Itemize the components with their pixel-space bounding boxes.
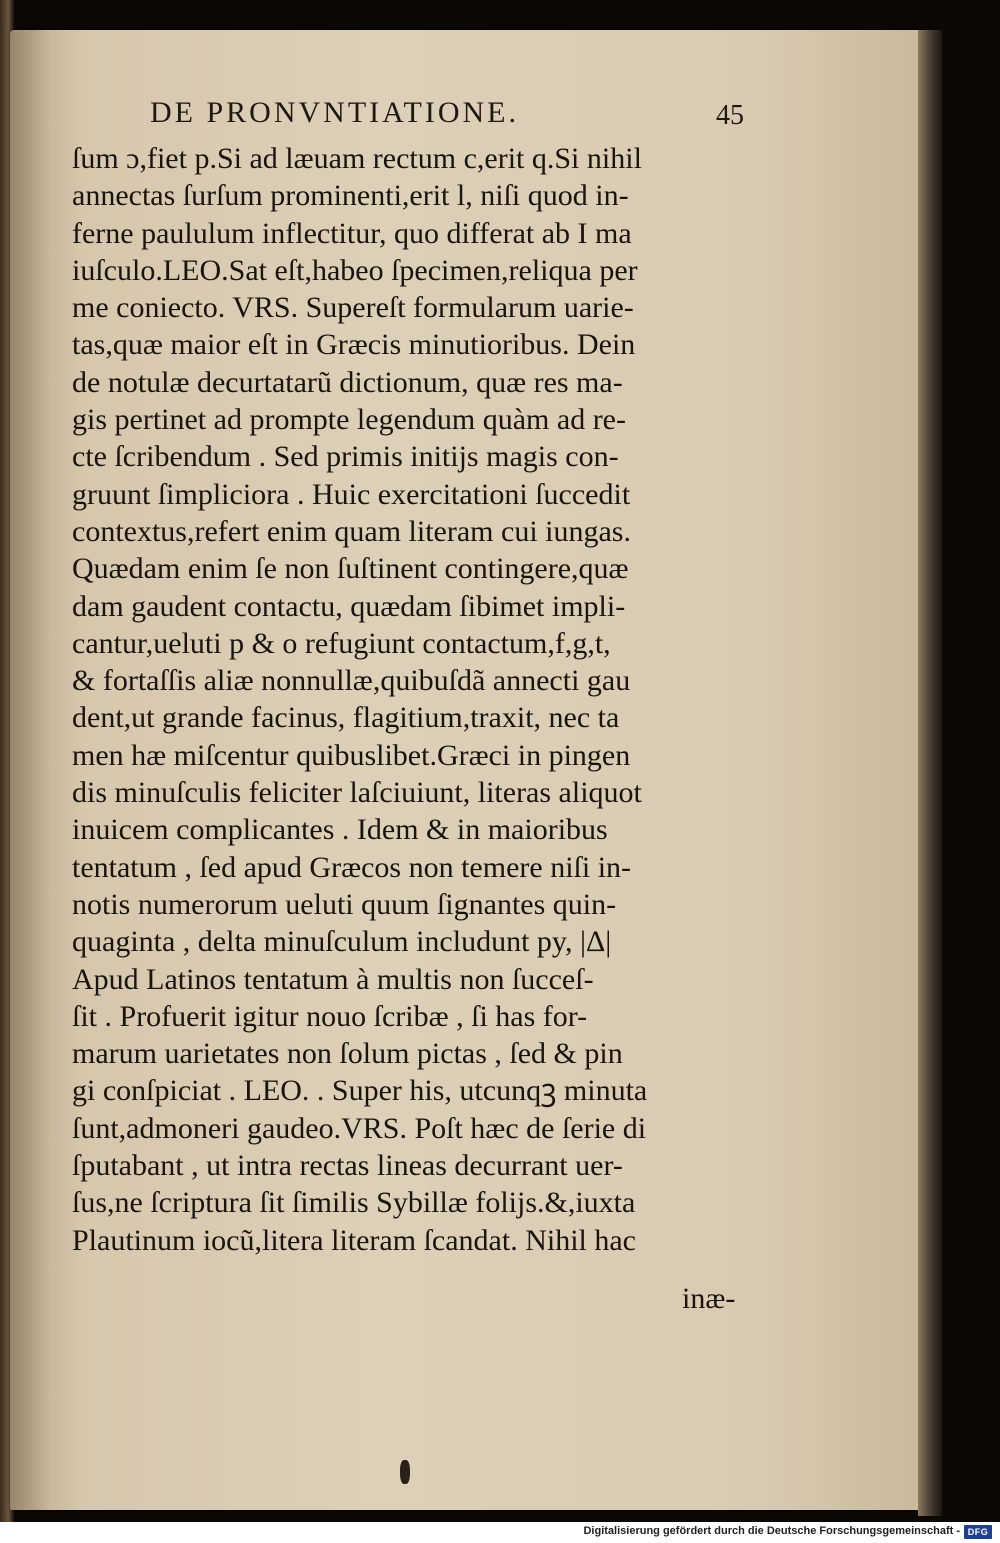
text-line: quaginta , delta minuſculum includunt py, |Δ| — [72, 925, 612, 959]
page-right-edge — [918, 30, 942, 1516]
text-line: dent,ut grande facinus, flagitium,traxit, nec ta — [72, 701, 620, 735]
text-line: ſum ɔ,fiet p.Si ad læuam rectum c,erit q.Si nihil — [72, 142, 642, 175]
text-line: cte ſcribendum . Sed primis initijs magis con- — [72, 440, 619, 474]
dfg-logo-icon: DFG — [964, 1525, 992, 1539]
text-line: inuicem complicantes . Idem & in maioribus — [72, 813, 608, 847]
text-line: ſus,ne ſcriptura ſit ſimilis Sybillæ folijs.&,iuxta — [72, 1186, 636, 1220]
running-head: DE PRONVNTIATIONE. — [150, 96, 519, 129]
text-line: me coniecto. VRS. Supereſt formularum uarie- — [72, 291, 634, 325]
body-text — [72, 140, 762, 1259]
text-line: tentatum , ſed apud Græcos non temere niſi in- — [72, 850, 632, 884]
text-line: & fortaſſis aliæ nonnullæ,quibuſdã annecti gau — [72, 664, 631, 698]
catchword: inæ- — [682, 1282, 736, 1315]
footer-bar — [0, 1522, 1000, 1543]
text-line: Plautinum iocũ,litera literam ſcandat. Nihil hac — [72, 1223, 636, 1257]
text-line: gi conſpiciat . LEO. . Super his, utcunqꝫ minuta — [72, 1074, 648, 1108]
text-line: Quædam enim ſe non ſuſtinent contingere,quæ — [72, 552, 629, 586]
text-line: dam gaudent contactu, quædam ſibimet impli- — [72, 589, 626, 623]
text-line: ſputabant , ut intra rectas lineas decurrant uer- — [72, 1149, 623, 1183]
text-line: marum uarietates non ſolum pictas , ſed & pin — [72, 1037, 623, 1071]
text-line: tas,quæ maior eſt in Græcis minutioribus. Dein — [72, 328, 636, 362]
text-line: contextus,refert enim quam literam cui iungas. — [72, 514, 631, 548]
ink-mark — [400, 1460, 410, 1484]
page-stain — [10, 30, 50, 1510]
footer-credit: Digitalisierung gefördert durch die Deutsche Forschungsgemeinschaft - — [583, 1525, 960, 1537]
text-line: gis pertinet ad prompte legendum quàm ad re- — [72, 403, 626, 437]
text-line: Apud Latinos tentatum à multis non ſucceſ- — [72, 962, 594, 996]
text-line: gruunt ſimpliciora . Huic exercitationi ſuccedit — [72, 477, 631, 511]
page-number: 45 — [716, 100, 744, 131]
text-line: ſit . Profuerit igitur nouo ſcribæ , ſi has for- — [72, 999, 588, 1033]
text-line: ſunt,admoneri gaudeo.VRS. Poſt hæc de ſerie di — [72, 1111, 647, 1145]
text-line: annectas ſurſum prominenti,erit l, niſi quod in- — [72, 179, 629, 213]
text-line: iuſculo.LEO.Sat eſt,habeo ſpecimen,reliqua per — [72, 253, 638, 287]
text-line: men hæ miſcentur quibuslibet.Græci in pingen — [72, 738, 631, 772]
text-line: de notulæ decurtatarũ dictionum, quæ res ma- — [72, 365, 623, 399]
text-line: notis numerorum ueluti quum ſignantes quin- — [72, 887, 617, 921]
text-line: dis minuſculis feliciter laſciuiunt, literas aliquot — [72, 776, 642, 810]
text-line: cantur,ueluti p & o refugiunt contactum,f,g,t, — [72, 626, 611, 660]
text-line: ferne paululum inflectitur, quo differat ab I ma — [72, 216, 632, 250]
